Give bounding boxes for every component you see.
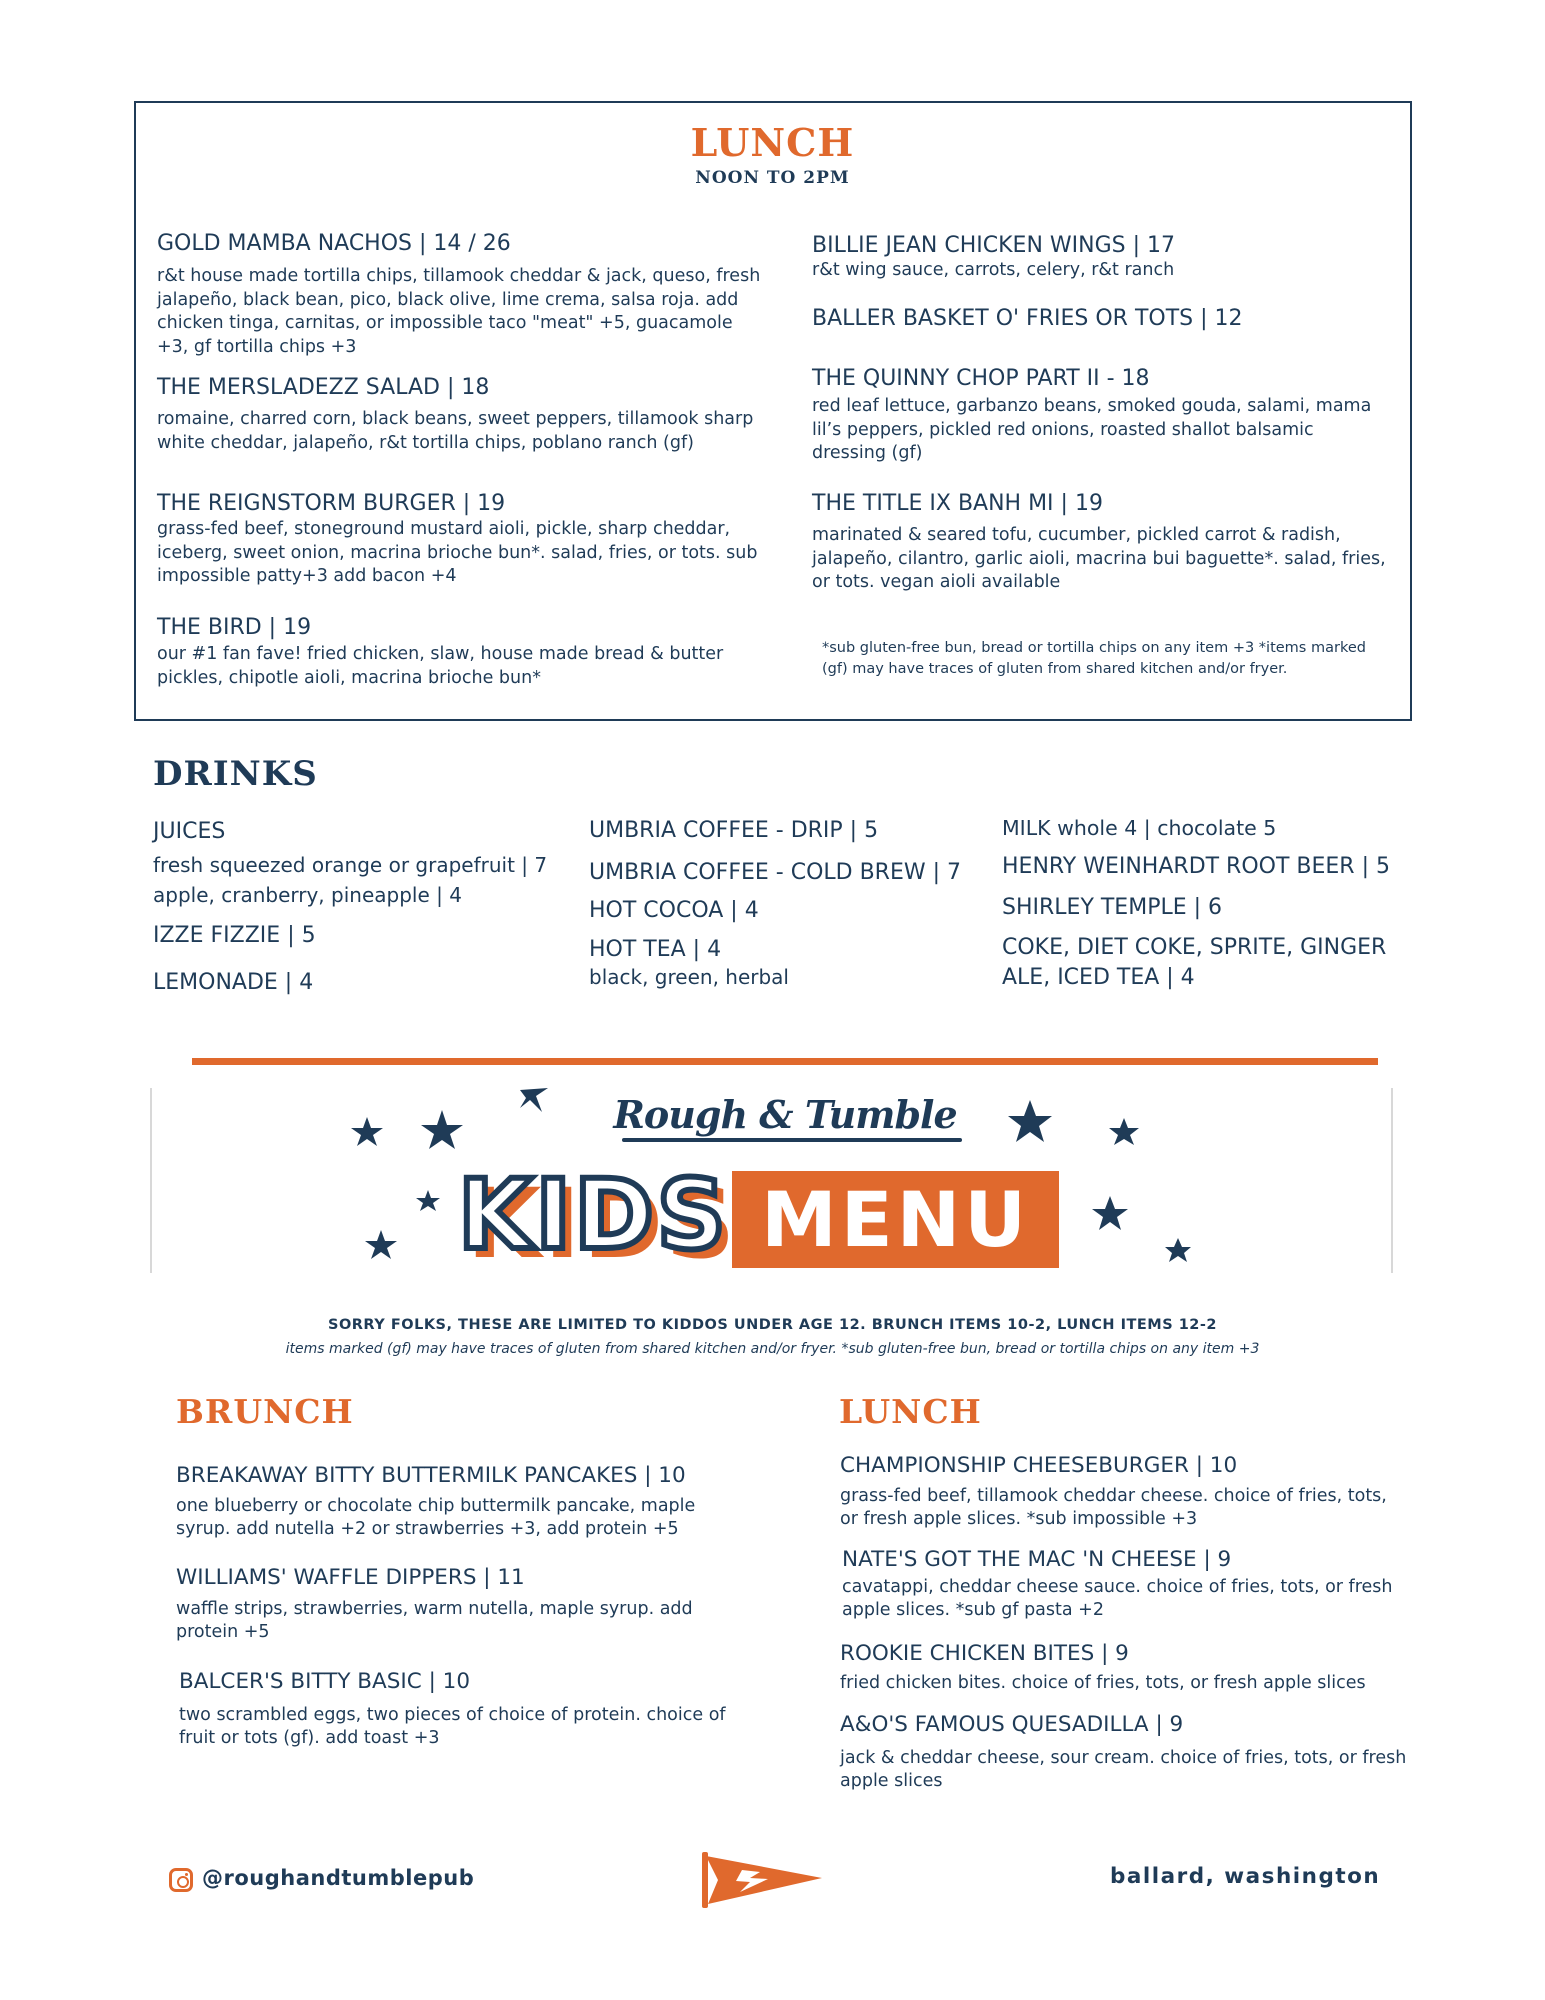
- item-title: CHAMPIONSHIP CHEESEBURGER | 10: [840, 1453, 1238, 1478]
- star-icon: [1165, 1238, 1191, 1262]
- item-title: BALLER BASKET O' FRIES OR TOTS | 12: [812, 306, 1243, 331]
- item-description: cavatappi, cheddar cheese sauce. choice of fries, tots, or fresh apple slices. *sub gf pasta +2: [842, 1577, 1393, 1620]
- drink-line: MILK whole 4 | chocolate 5: [1002, 816, 1277, 840]
- item-title: NATE'S GOT THE MAC 'N CHEESE | 9: [842, 1547, 1232, 1572]
- item-description: red leaf lettuce, garbanzo beans, smoked gouda, salami, mama lil’s peppers, pickled red onions, roasted shallot balsamic dressing (gf): [812, 396, 1372, 463]
- brunch-title: BRUNCH: [176, 1392, 354, 1431]
- drink-line: HOT COCOA | 4: [589, 898, 759, 923]
- drinks-title: DRINKS: [153, 754, 318, 794]
- item-description: marinated & seared tofu, cucumber, pickled carrot & radish, jalapeño, cilantro, garlic aioli, macrina bui baguette*. salad, fries, or tots. vegan aioli available: [812, 525, 1386, 592]
- drink-line: UMBRIA COFFEE - COLD BREW | 7: [589, 860, 962, 885]
- item-title: GOLD MAMBA NACHOS | 14 / 26: [157, 231, 511, 256]
- item-title: THE REIGNSTORM BURGER | 19: [157, 491, 506, 516]
- drink-line: UMBRIA COFFEE - DRIP | 5: [589, 818, 879, 843]
- drink-line: COKE, DIET COKE, SPRITE, GINGER: [1002, 935, 1387, 960]
- item-title: THE TITLE IX BANH MI | 19: [812, 491, 1103, 516]
- item-description: fried chicken bites. choice of fries, tots, or fresh apple slices: [840, 1673, 1366, 1693]
- item-description: our #1 fan fave! fried chicken, slaw, house made bread & butter pickles, chipotle aioli, macrina brioche bun*: [157, 644, 724, 688]
- drink-line: LEMONADE | 4: [153, 970, 314, 995]
- drink-line: fresh squeezed orange or grapefruit | 7: [153, 853, 548, 877]
- brand-underline: [622, 1138, 962, 1142]
- pennant-star-icon: [520, 1088, 548, 1112]
- drink-line: SHIRLEY TEMPLE | 6: [1002, 895, 1223, 920]
- star-icon: [1008, 1100, 1052, 1142]
- item-description: one blueberry or chocolate chip buttermilk pancake, maple syrup. add nutella +2 or strawberries +3, add protein +5: [176, 1496, 696, 1539]
- item-title: THE MERSLADEZZ SALAD | 18: [157, 375, 490, 400]
- drink-line: IZZE FIZZIE | 5: [153, 923, 316, 948]
- item-description: grass-fed beef, stoneground mustard aioli, pickle, sharp cheddar, iceberg, sweet onion, macrina brioche bun*. salad, fries, or tots. sub impossible patty+3 add bacon +4: [157, 519, 758, 586]
- location: ballard, washington: [1110, 1864, 1381, 1889]
- item-description: r&t house made tortilla chips, tillamook cheddar & jack, queso, fresh jalapeño, black bean, pico, black olive, lime crema, salsa roja. add chicken tinga, carnitas, or impossible taco "meat" +5, guacamole +3, gf tortilla chips +3: [157, 266, 761, 357]
- item-title: ROOKIE CHICKEN BITES | 9: [840, 1641, 1129, 1666]
- star-icon: [365, 1230, 397, 1259]
- star-icon: [1092, 1196, 1128, 1230]
- kids-lunch-title: LUNCH: [839, 1392, 982, 1431]
- drink-line: ALE, ICED TEA | 4: [1002, 965, 1195, 990]
- kids-gluten-note: items marked (gf) may have traces of gluten from shared kitchen and/or fryer. *sub gluten-free bun, bread or tortilla chips on any item +3: [285, 1341, 1260, 1357]
- item-title: A&O'S FAMOUS QUESADILLA | 9: [840, 1712, 1184, 1737]
- item-description: r&t wing sauce, carrots, celery, r&t ranch: [812, 260, 1175, 280]
- star-icon: [1109, 1118, 1139, 1145]
- item-description: romaine, charred corn, black beans, sweet peppers, tillamook sharp white cheddar, jalapeño, r&t tortilla chips, poblano ranch (gf): [157, 409, 754, 453]
- lunch-title: LUNCH: [690, 120, 855, 165]
- menu-wordmark: MENU: [732, 1171, 1059, 1268]
- instagram-handle[interactable]: @roughandtumblepub: [202, 1866, 475, 1890]
- item-title: THE BIRD | 19: [157, 615, 312, 640]
- drink-line: HENRY WEINHARDT ROOT BEER | 5: [1002, 854, 1390, 879]
- drink-juices-title: JUICES: [153, 819, 226, 844]
- item-title: BILLIE JEAN CHICKEN WINGS | 17: [812, 233, 1175, 258]
- item-description: two scrambled eggs, two pieces of choice of protein. choice of fruit or tots (gf). add toast +3: [179, 1705, 726, 1748]
- item-description: jack & cheddar cheese, sour cream. choice of fries, tots, or fresh apple slices: [840, 1748, 1407, 1791]
- item-description: grass-fed beef, tillamook cheddar cheese. choice of fries, tots, or fresh apple slices. *sub impossible +3: [840, 1486, 1387, 1529]
- brand-logo: Rough & Tumble: [613, 1092, 957, 1137]
- item-description: waffle strips, strawberries, warm nutella, maple syrup. add protein +5: [176, 1599, 693, 1642]
- item-title: THE QUINNY CHOP PART II - 18: [812, 366, 1150, 391]
- star-icon: [416, 1190, 440, 1211]
- drink-line: apple, cranberry, pineapple | 4: [153, 883, 462, 907]
- gluten-note: *sub gluten-free bun, bread or tortilla chips on any item +3 *items marked (gf) may have traces of gluten from shared kitchen and/or fryer.: [822, 640, 1366, 677]
- item-title: BALCER'S BITTY BASIC | 10: [179, 1669, 471, 1694]
- star-icon: [351, 1117, 383, 1146]
- kids-age-notice: SORRY FOLKS, THESE ARE LIMITED TO KIDDOS UNDER AGE 12. BRUNCH ITEMS 10-2, LUNCH ITEMS 12-2: [328, 1317, 1217, 1333]
- pennant-logo-icon: [698, 1848, 828, 1910]
- drink-line: black, green, herbal: [589, 965, 789, 989]
- lunch-subtitle: NOON TO 2PM: [695, 168, 850, 188]
- item-title: WILLIAMS' WAFFLE DIPPERS | 11: [176, 1565, 525, 1590]
- instagram-icon[interactable]: [169, 1868, 193, 1892]
- star-icon: [421, 1110, 463, 1149]
- item-title: BREAKAWAY BITTY BUTTERMILK PANCAKES | 10: [176, 1463, 686, 1488]
- kids-wordmark: KIDS: [458, 1159, 729, 1271]
- drink-line: HOT TEA | 4: [589, 937, 722, 962]
